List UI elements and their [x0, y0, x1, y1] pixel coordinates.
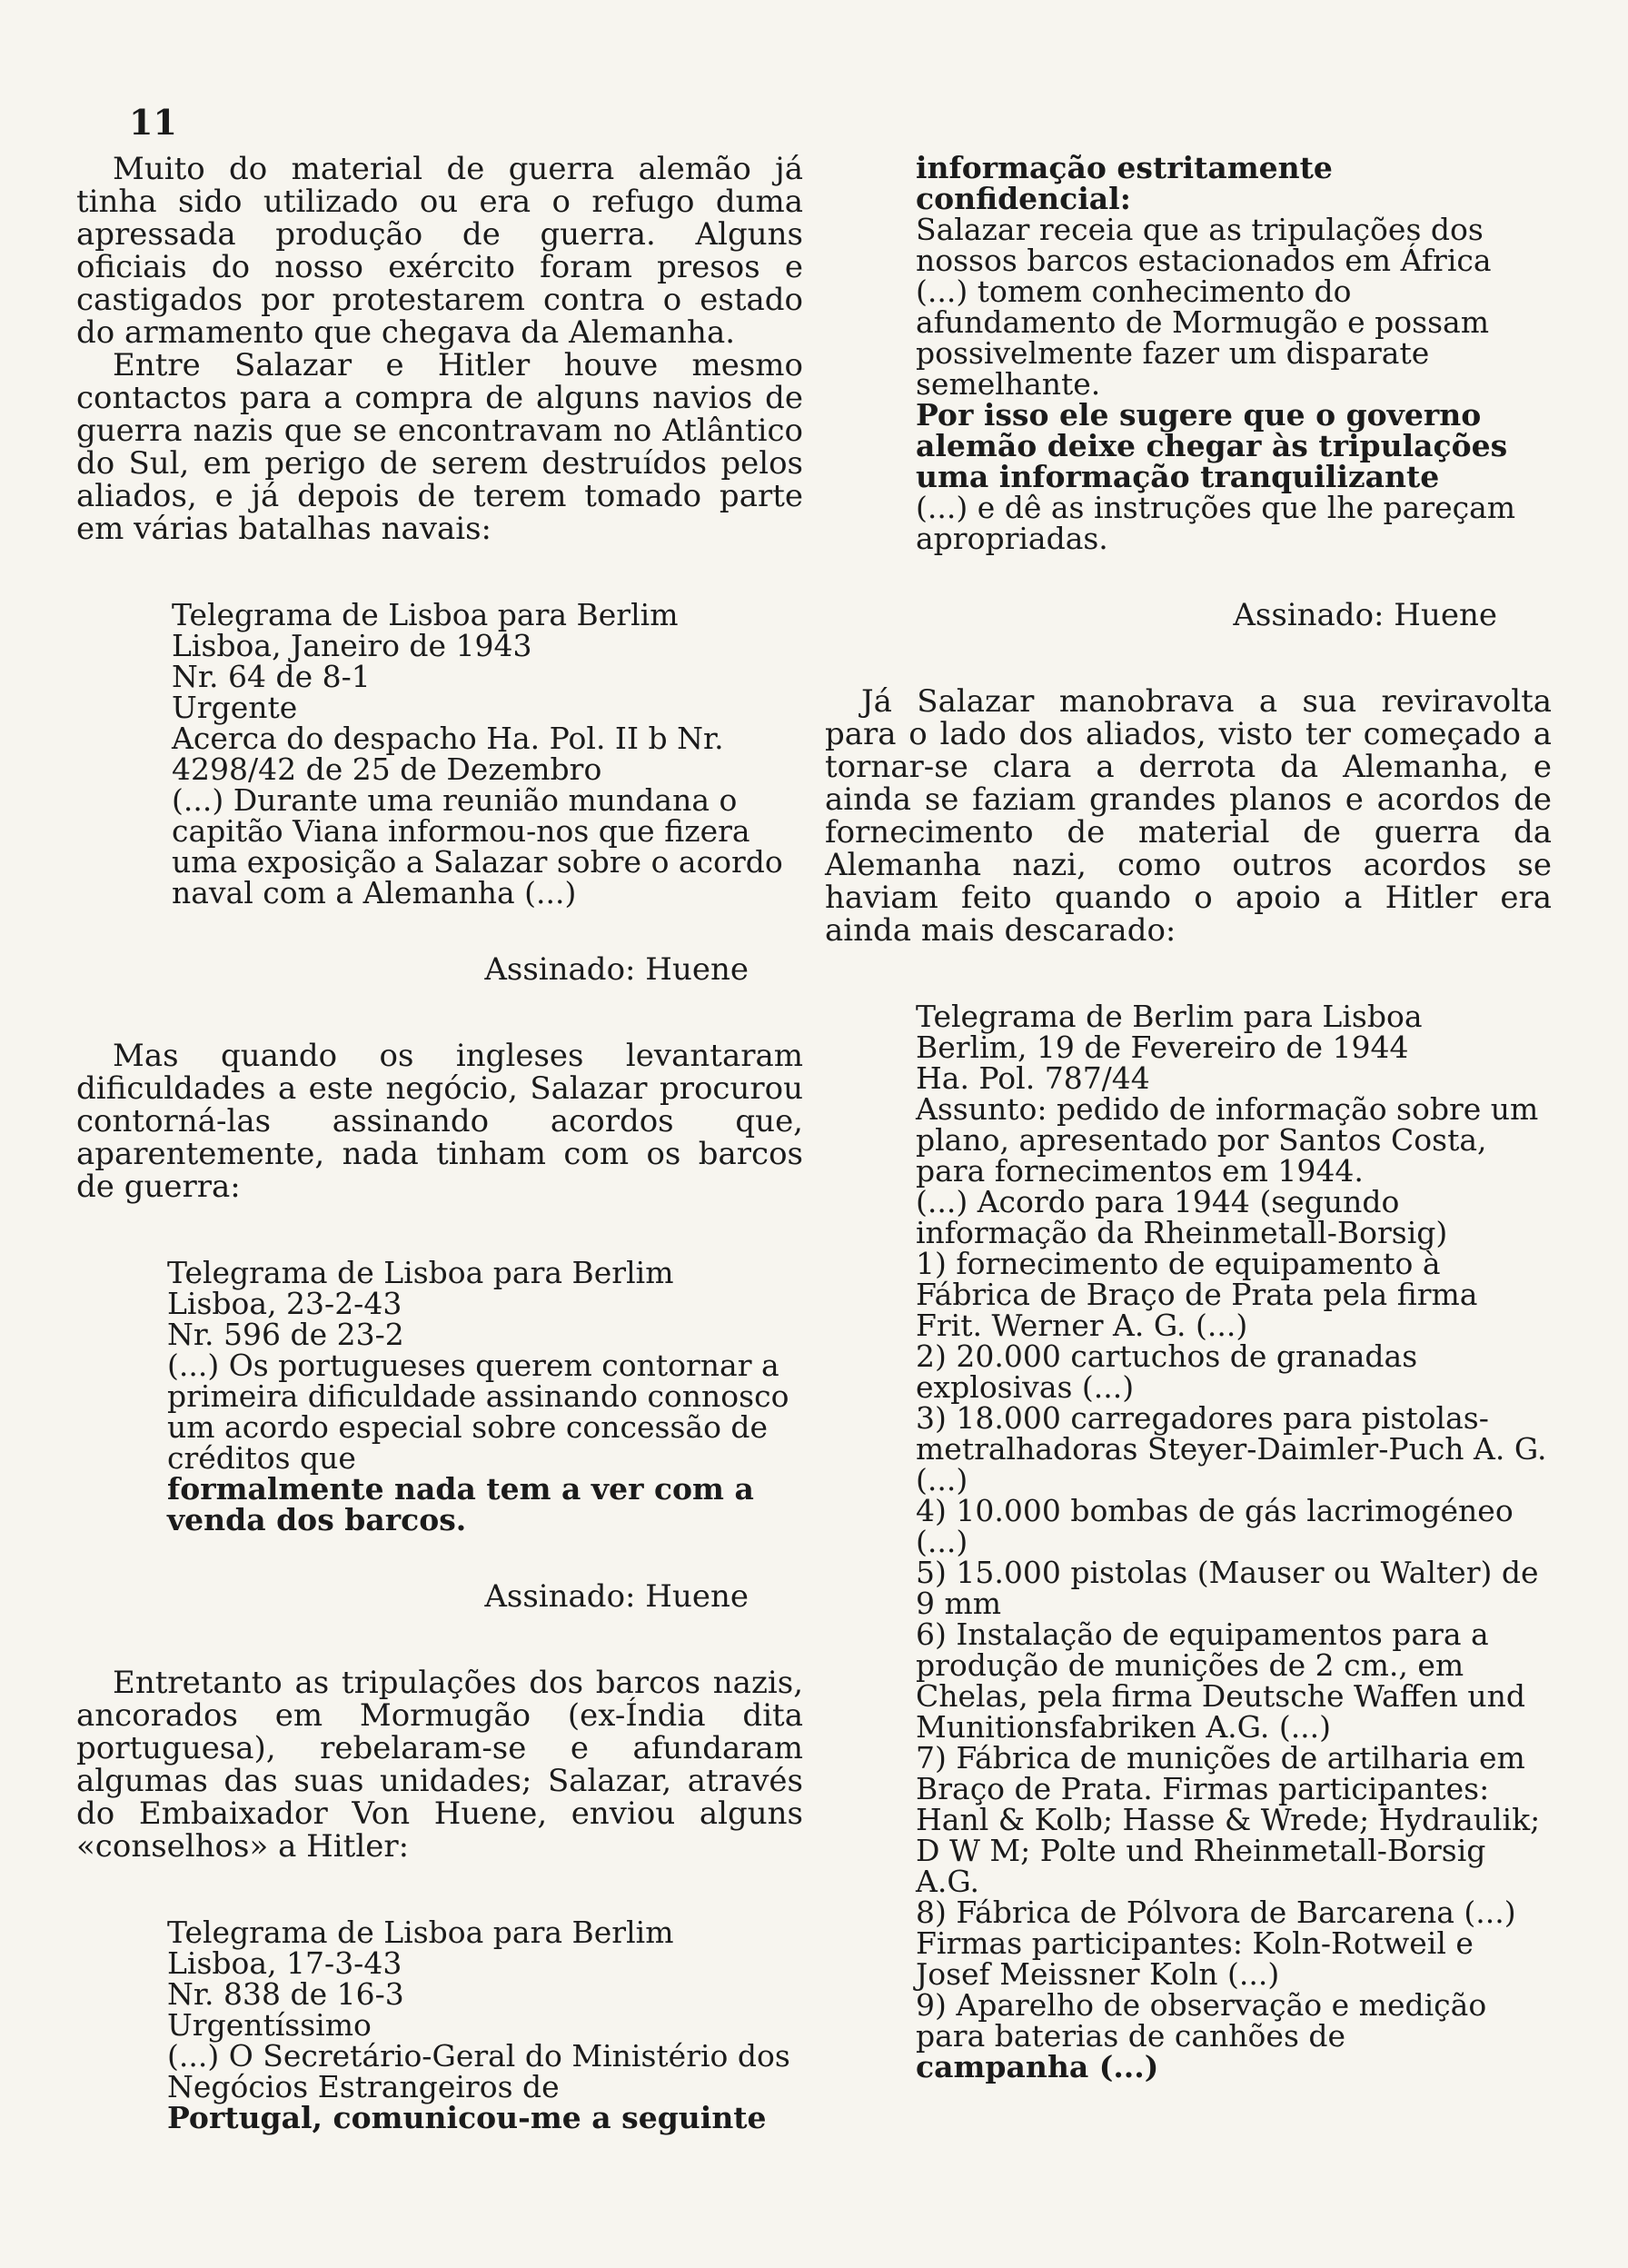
telegram-1-line: Nr. 64 de 8-1 — [172, 659, 371, 694]
telegram-3 — [167, 1917, 803, 2134]
telegram-1-line: Lisboa, Janeiro de 1943 — [172, 628, 532, 663]
telegram-1-line: (...) Durante uma reunião mundana o capitão Viana informou-nos que fizera uma exposição a Salazar sobre o acordo naval com a Alemanha (...) — [172, 782, 783, 910]
telegram-4-item: 4) 10.000 bombas de gás lacrimogéneo (...) — [916, 1493, 1514, 1559]
telegram-4-item: 5) 15.000 pistolas (Mauser ou Walter) de 9 mm — [916, 1555, 1539, 1621]
telegram-3-line: Nr. 838 de 16-3 — [167, 1976, 404, 2012]
telegram-1-line: Urgente — [172, 690, 298, 725]
telegram-2 — [167, 1255, 803, 1615]
telegram-4-line: Berlim, 19 de Fevereiro de 1944 — [916, 1030, 1409, 1065]
page-number: 11 — [129, 102, 177, 143]
telegram-4-line: 1) fornecimento de equipamento à Fábrica de Braço de Prata pela firma Frit. Werner A. G. (...) — [916, 1246, 1478, 1343]
telegram-4-line: (...) Acordo para 1944 (segundo informação da Rheinmetall-Borsig) — [916, 1184, 1448, 1250]
telegram-3-cont-bold-2: Por isso ele sugere que o governo alemão deixe chegar às tripulações uma informação tranquilizante — [916, 397, 1508, 494]
telegram-4-title: Telegrama de Berlim para Lisboa — [916, 999, 1423, 1034]
telegram-3-signature: Assinado: Huene — [1233, 597, 1497, 633]
telegram-4-item: 2) 20.000 cartuchos de granadas explosivas (...) — [916, 1338, 1418, 1405]
telegram-3-line: Lisboa, 17-3-43 — [167, 1945, 402, 1981]
paragraph-contactos-navios: Entre Salazar e Hitler houve mesmo contactos para a compra de alguns navios de guerra nazis que se encontravam no Atlântico do Sul, em perigo de serem destruídos pelos aliados, e já depois de terem tomado parte em várias batalhas navais: — [76, 347, 803, 547]
telegram-3-cont-bold: informação estritamente confidencial: — [916, 150, 1333, 216]
telegram-4-bold-tail: campanha (...) — [916, 2049, 1159, 2084]
telegram-4-item: 3) 18.000 carregadores para pistolas-metralhadoras Steyer-Daimler-Puch A. G. (...) — [916, 1400, 1547, 1497]
telegram-2-line: Lisboa, 23-2-43 — [167, 1286, 402, 1321]
telegram-3-cont-text-2: (...) e dê as instruções que lhe pareçam apropriadas. — [916, 490, 1516, 556]
right-column — [825, 150, 1552, 2084]
telegram-1 — [172, 597, 803, 988]
telegram-2-title: Telegrama de Lisboa para Berlim — [167, 1255, 674, 1290]
telegram-4-line: Ha. Pol. 787/44 — [916, 1060, 1150, 1096]
paragraph-ingleses: Mas quando os ingleses levantaram dificuldades a este negócio, Salazar procurou contorná-las assinando acordos que, aparentemente, nada tinham com os barcos de guerra: — [76, 1038, 803, 1205]
telegram-3-title: Telegrama de Lisboa para Berlim — [167, 1915, 674, 1950]
telegram-4-item: 6) Instalação de equipamentos para a produção de munições de 2 cm., em Chelas, pela firma Deutsche Waffen und Munitionsfabriken A.G. (...) 7) Fábrica de munições de artilharia em Braço de Prata. Firmas participantes: Hanl & Kolb; Hasse & Wrede; Hydraulik; D W M; Polte und Rheinmetall-Borsig A.G. 8) Fábrica de Pólvora de Barcarena (...) Firmas participantes: Koln-Rotweil e Josef Meissner Koln (...) 9) Aparelho de observação e medição para baterias de canhões de — [916, 1616, 1541, 2054]
telegram-2-line: (...) Os portugueses querem contornar a primeira dificuldade assinando connosco um acordo especial sobre concessão de créditos que — [167, 1348, 789, 1476]
telegram-3-continuation — [916, 150, 1552, 633]
telegram-3-cont-text: Salazar receia que as tripulações dos nossos barcos estacionados em África (...) tomem conhecimento do afundamento de Mormugão e possam possivelmente fazer um disparate semelhante. — [916, 212, 1492, 402]
telegram-2-bold-tail: formalmente nada tem a ver com a venda dos barcos. — [167, 1471, 754, 1537]
telegram-3-line: (...) O Secretário-Geral do Ministério dos Negócios Estrangeiros de — [167, 2038, 790, 2104]
telegram-3-bold-tail: Portugal, comunicou-me a seguinte — [167, 2100, 767, 2135]
telegram-4 — [916, 1001, 1552, 2083]
paragraph-material-guerra: Muito do material de guerra alemão já tinha sido utilizado ou era o refugo duma apressada produção de guerra. Alguns oficiais do nosso exército foram presos e castigados por protestarem contra o estado do armamento que chegava da Alemanha. — [76, 151, 803, 351]
telegram-4-line: Assunto: pedido de informação sobre um plano, apresentado por Santos Costa, para fornecimentos em 1944. — [916, 1091, 1539, 1189]
telegram-1-title: Telegrama de Lisboa para Berlim — [172, 597, 679, 632]
telegram-1-signature: Assinado: Huene — [484, 951, 749, 988]
telegram-2-line: Nr. 596 de 23-2 — [167, 1317, 404, 1352]
telegram-3-line: Urgentíssimo — [167, 2007, 372, 2043]
left-column — [76, 153, 803, 2134]
telegram-2-signature: Assinado: Huene — [484, 1578, 749, 1615]
paragraph-reviravolta: Já Salazar manobrava a sua reviravolta para o lado dos aliados, visto ter começado a tornar-se clara a derrota da Alemanha, e ainda se faziam grandes planos e acordos de fornecimento de material de guerra da Alemanha nazi, como outros acordos se haviam feito quando o apoio a Hitler era ainda mais descarado: — [825, 683, 1552, 949]
paragraph-tripulacoes: Entretanto as tripulações dos barcos nazis, ancorados em Mormugão (ex-Índia dita portuguesa), rebelaram-se e afundaram algumas das suas unidades; Salazar, através do Embaixador Von Huene, enviou alguns «conselhos» a Hitler: — [76, 1665, 803, 1865]
telegram-1-line: Acerca do despacho Ha. Pol. II b Nr. 4298/42 de 25 de Dezembro — [172, 721, 724, 787]
